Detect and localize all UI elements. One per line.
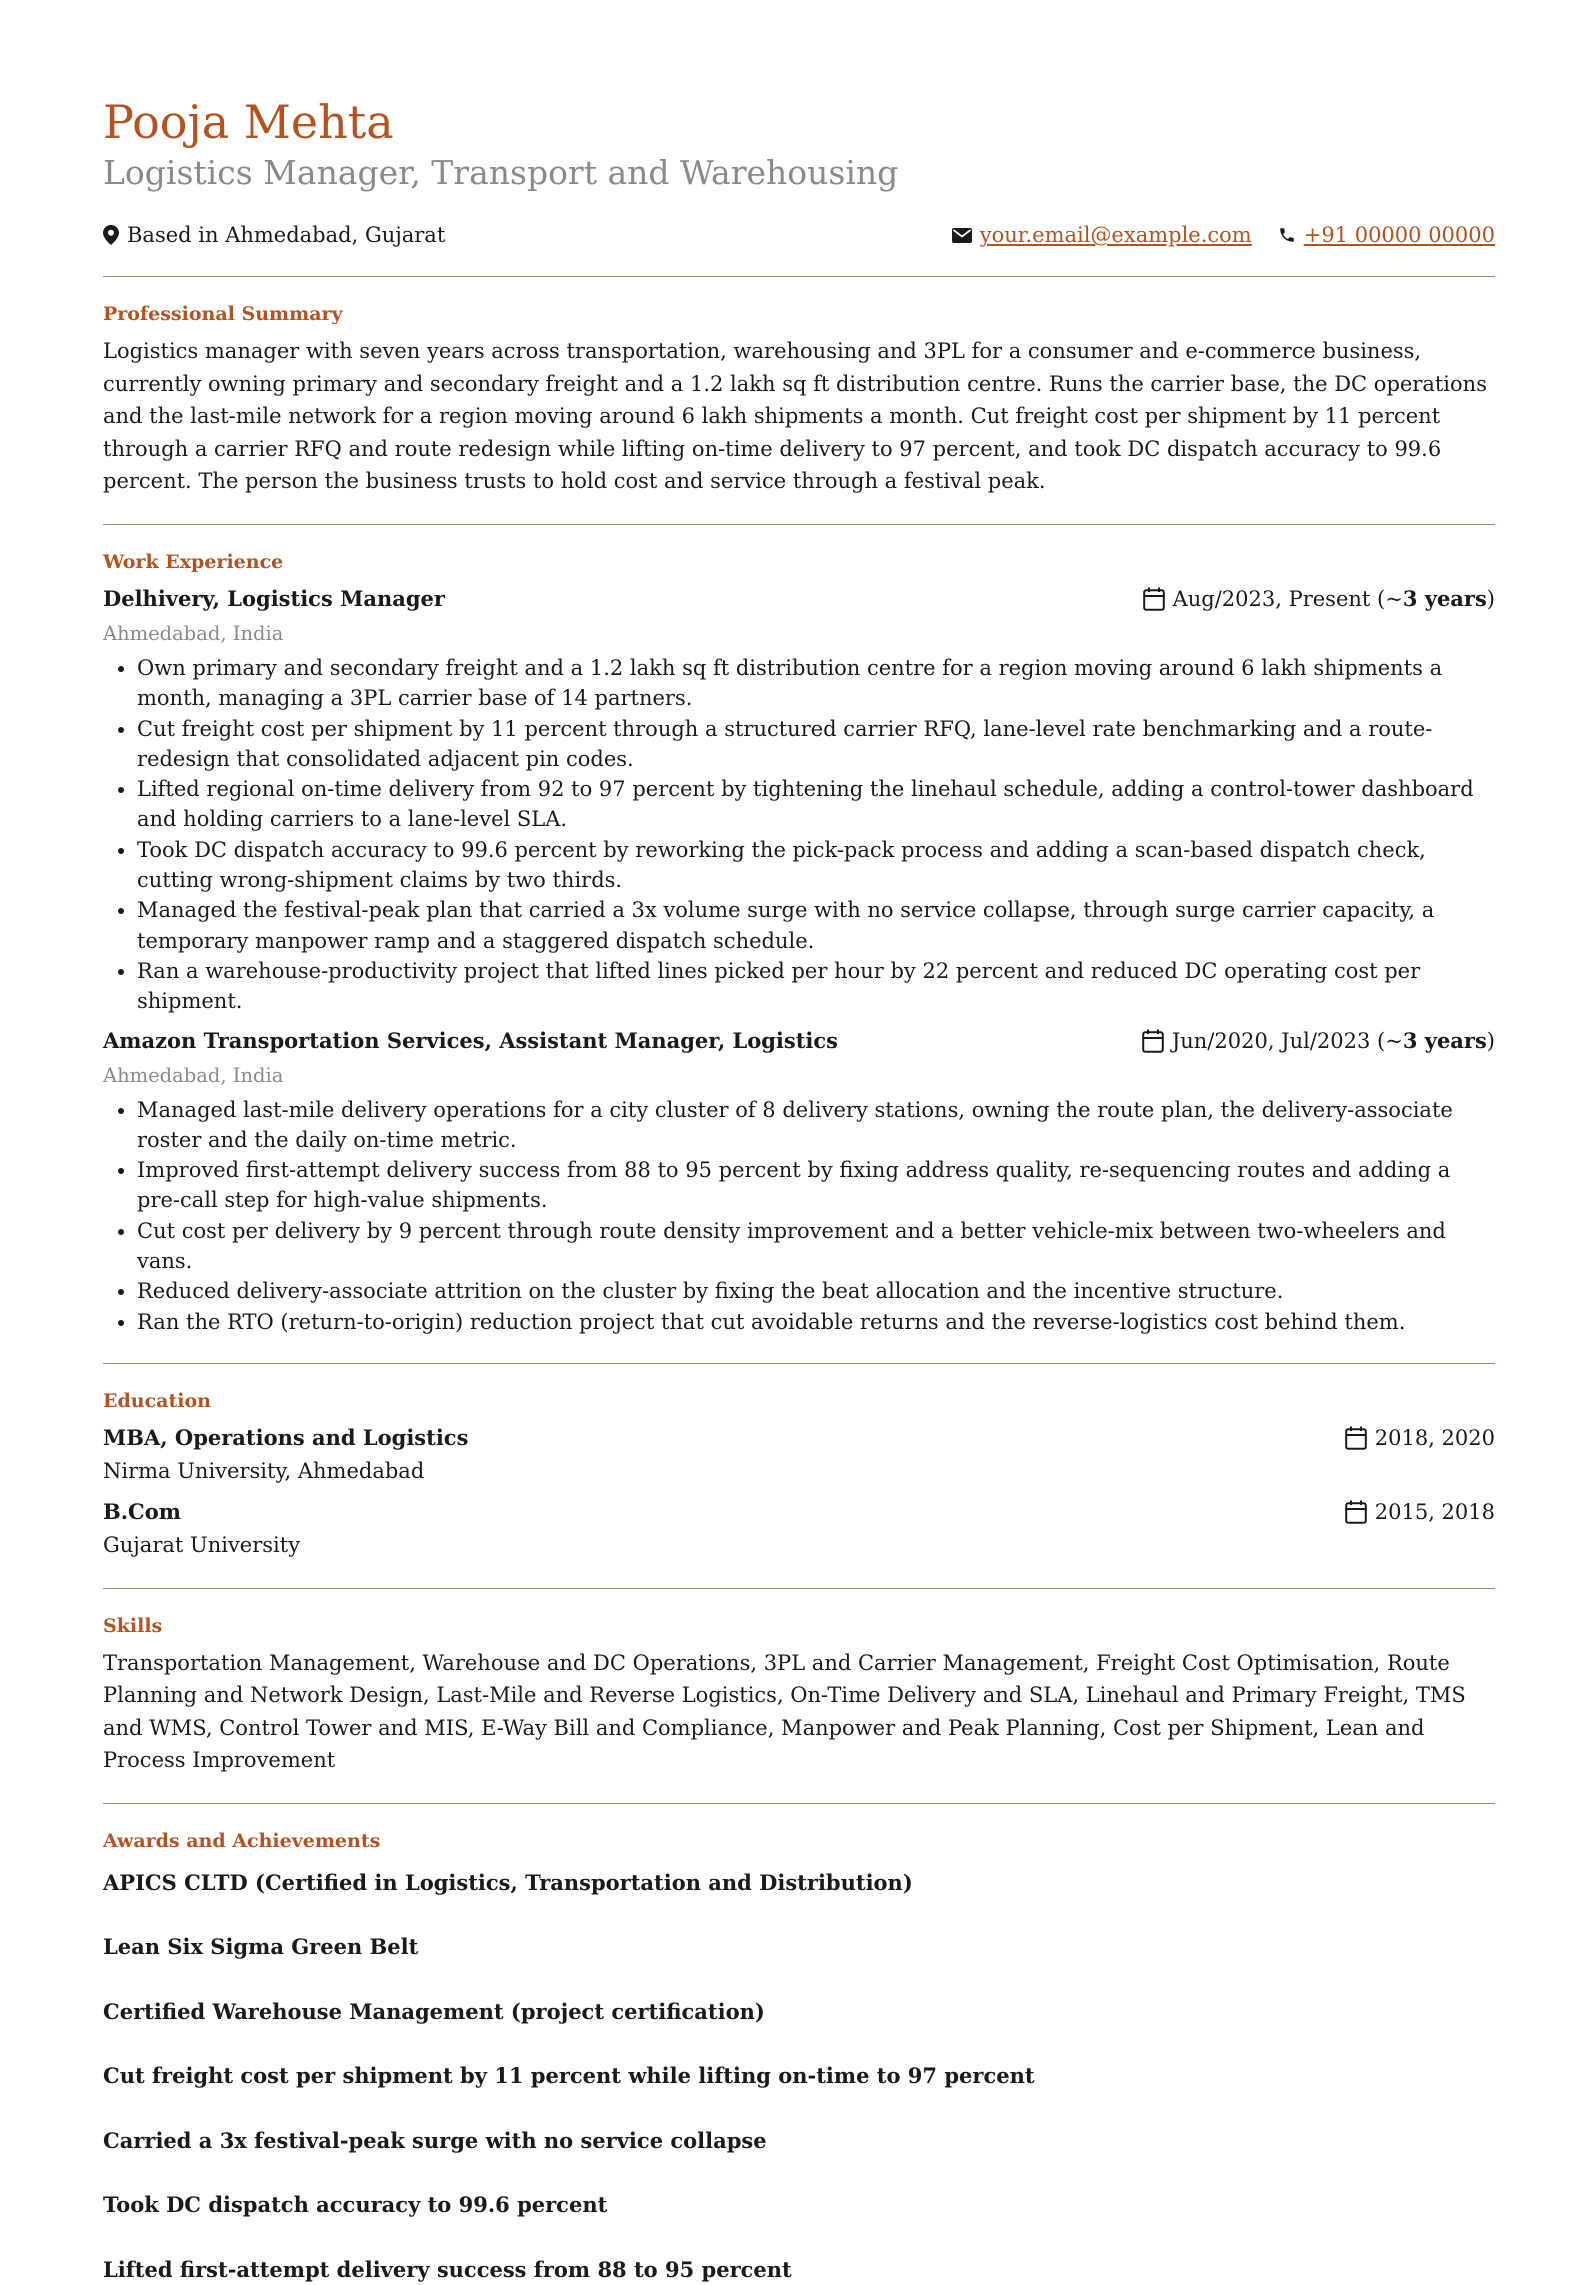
summary-heading: Professional Summary: [103, 303, 343, 326]
education-heading: Education: [103, 1389, 211, 1412]
award-item: Lifted first-attempt delivery success from 88 to 95 percent: [103, 2256, 792, 2282]
phone-icon: [1278, 226, 1296, 244]
date-range: 2015, 2018: [1374, 1499, 1495, 1524]
job-location: Ahmedabad, India: [103, 1063, 284, 1087]
job-entry: [103, 1025, 1495, 1337]
bullet-item: • Managed last-mile delivery operations for a city cluster of 8 delivery stations, owning the route plan, the delivery-associate roster and the daily on-time metric.: [137, 1095, 1495, 1156]
candidate-name: Pooja Mehta: [103, 95, 394, 149]
contact-bar: [103, 220, 1495, 250]
date-range: 2018, 2020: [1374, 1425, 1495, 1450]
duration: 3 years: [1402, 1028, 1487, 1054]
bullet-item: • Took DC dispatch accuracy to 99.6 percent by reworking the pick-pack process and adding a scan-based dispatch check, cutting wrong-shipment claims by two thirds.: [137, 835, 1495, 896]
award-item: Took DC dispatch accuracy to 99.6 percent: [103, 2192, 608, 2218]
calendar-icon: [1143, 587, 1165, 611]
job-bullets: [103, 653, 1495, 1017]
job-company: Delhivery: [103, 586, 213, 612]
bullet-item: • Ran a warehouse-productivity project that lifted lines picked per hour by 22 percent and reduced DC operating cost per shipment.: [137, 956, 1495, 1017]
location-text: Based in Ahmedabad, Gujarat: [127, 223, 446, 248]
bullet-item: • Cut cost per delivery by 9 percent through route density improvement and a better vehicle-mix between two-wheelers and vans.: [137, 1216, 1495, 1277]
divider: [103, 1363, 1495, 1364]
location-block: [103, 223, 445, 247]
institution-name: Gujarat University: [103, 1532, 301, 1557]
job-role: Assistant Manager, Logistics: [499, 1028, 838, 1054]
candidate-title: Logistics Manager, Transport and Warehousing: [103, 152, 899, 192]
location-pin-icon: [103, 225, 119, 245]
institution-name: Nirma University, Ahmedabad: [103, 1458, 425, 1483]
bullet-item: • Own primary and secondary freight and a 1.2 lakh sq ft distribution centre for a region moving around 6 lakh shipments a month, managing a 3PL carrier base of 14 partners.: [137, 653, 1495, 714]
award-item: Carried a 3x festival-peak surge with no service collapse: [103, 2127, 767, 2153]
education-dates: [1345, 1500, 1495, 1524]
calendar-icon: [1345, 1426, 1367, 1450]
divider: [103, 1803, 1495, 1804]
award-item: Certified Warehouse Management (project certification): [103, 1998, 765, 2024]
awards-list: [103, 1868, 1495, 2285]
job-location: Ahmedabad, India: [103, 621, 284, 645]
job-title: Amazon Transportation Services, Assistant Manager, Logistics: [103, 1028, 838, 1054]
job-bullets: [103, 1095, 1495, 1337]
date-range: Aug/2023, Present (~: [1172, 586, 1403, 611]
education-header: [103, 1422, 1495, 1454]
bullet-item: • Improved first-attempt delivery success from 88 to 95 percent by fixing address quality, re-sequencing routes and adding a pre-call step for high-value shipments.: [137, 1155, 1495, 1216]
job-company: Amazon Transportation Services: [103, 1028, 485, 1054]
duration: 3 years: [1402, 586, 1487, 612]
experience-heading: Work Experience: [103, 550, 284, 573]
education-entry: [103, 1496, 1495, 1562]
skills-heading: Skills: [103, 1614, 163, 1637]
date-range: Jun/2020, Jul/2023 (~: [1171, 1028, 1403, 1053]
awards-heading: Awards and Achievements: [103, 1829, 381, 1852]
envelope-icon: [952, 228, 972, 243]
degree-name: B.Com: [103, 1499, 182, 1525]
award-item: Cut freight cost per shipment by 11 percent while lifting on-time to 97 percent: [103, 2063, 1035, 2089]
job-entry: [103, 583, 1495, 1017]
divider: [103, 524, 1495, 525]
bullet-item: • Lifted regional on-time delivery from 92 to 97 percent by tightening the linehaul schedule, adding a control-tower dashboard and holding carriers to a lane-level SLA.: [137, 774, 1495, 835]
job-title: Delhivery, Logistics Manager: [103, 586, 445, 612]
award-item: Lean Six Sigma Green Belt: [103, 1934, 419, 1960]
education-header: [103, 1496, 1495, 1528]
divider: [103, 276, 1495, 277]
award-item: APICS CLTD (Certified in Logistics, Transportation and Distribution): [103, 1869, 913, 1895]
job-dates: Jun/2020, Jul/2023 (~ 3 years ): [1142, 1028, 1495, 1053]
bullet-item: • Cut freight cost per shipment by 11 percent through a structured carrier RFQ, lane-level rate benchmarking and a route-redesign that consolidated adjacent pin codes.: [137, 714, 1495, 775]
job-header: [103, 1025, 1495, 1057]
contact-links: [952, 223, 1495, 247]
email-link[interactable]: your.email@example.com: [979, 223, 1252, 248]
bullet-item: • Reduced delivery-associate attrition on the cluster by fixing the beat allocation and the incentive structure.: [137, 1276, 1495, 1306]
divider: [103, 1588, 1495, 1589]
calendar-icon: [1142, 1029, 1164, 1053]
degree-name: MBA, Operations and Logistics: [103, 1425, 469, 1451]
education-dates: [1345, 1426, 1495, 1450]
bullet-item: • Ran the RTO (return-to-origin) reduction project that cut avoidable returns and the reverse-logistics cost behind them.: [137, 1307, 1495, 1337]
job-dates: Aug/2023, Present (~ 3 years ): [1143, 586, 1495, 611]
education-entry: [103, 1422, 1495, 1488]
phone-link[interactable]: +91 00000 00000: [1303, 223, 1495, 248]
calendar-icon: [1345, 1500, 1367, 1524]
skills-text: Transportation Management, Warehouse and DC Operations, 3PL and Carrier Management, Freight Cost Optimisation, Route Planning and Network Design, Last-Mile and Reverse Logistics, On-Time Delivery and SLA, Linehaul and Primary Freight, TMS and WMS, Control Tower and MIS, E-Way Bill and Compliance, Manpower and Peak Planning, Cost per Shipment, Lean and Process Improvement: [103, 1650, 1466, 1773]
summary-text: Logistics manager with seven years across transportation, warehousing and 3PL for a consumer and e-commerce business, currently owning primary and secondary freight and a 1.2 lakh sq ft distribution centre. Runs the carrier base, the DC operations and the last-mile network for a region moving around 6 lakh shipments a month. Cut freight cost per shipment by 11 percent through a carrier RFQ and route redesign while lifting on-time delivery to 97 percent, and took DC dispatch accuracy to 99.6 percent. The person the business trusts to hold cost and service through a festival peak.: [103, 339, 1487, 494]
bullet-item: • Managed the festival-peak plan that carried a 3x volume surge with no service collapse, through surge carrier capacity, a temporary manpower ramp and a staggered dispatch schedule.: [137, 895, 1495, 956]
job-header: [103, 583, 1495, 615]
job-role: Logistics Manager: [227, 586, 445, 612]
